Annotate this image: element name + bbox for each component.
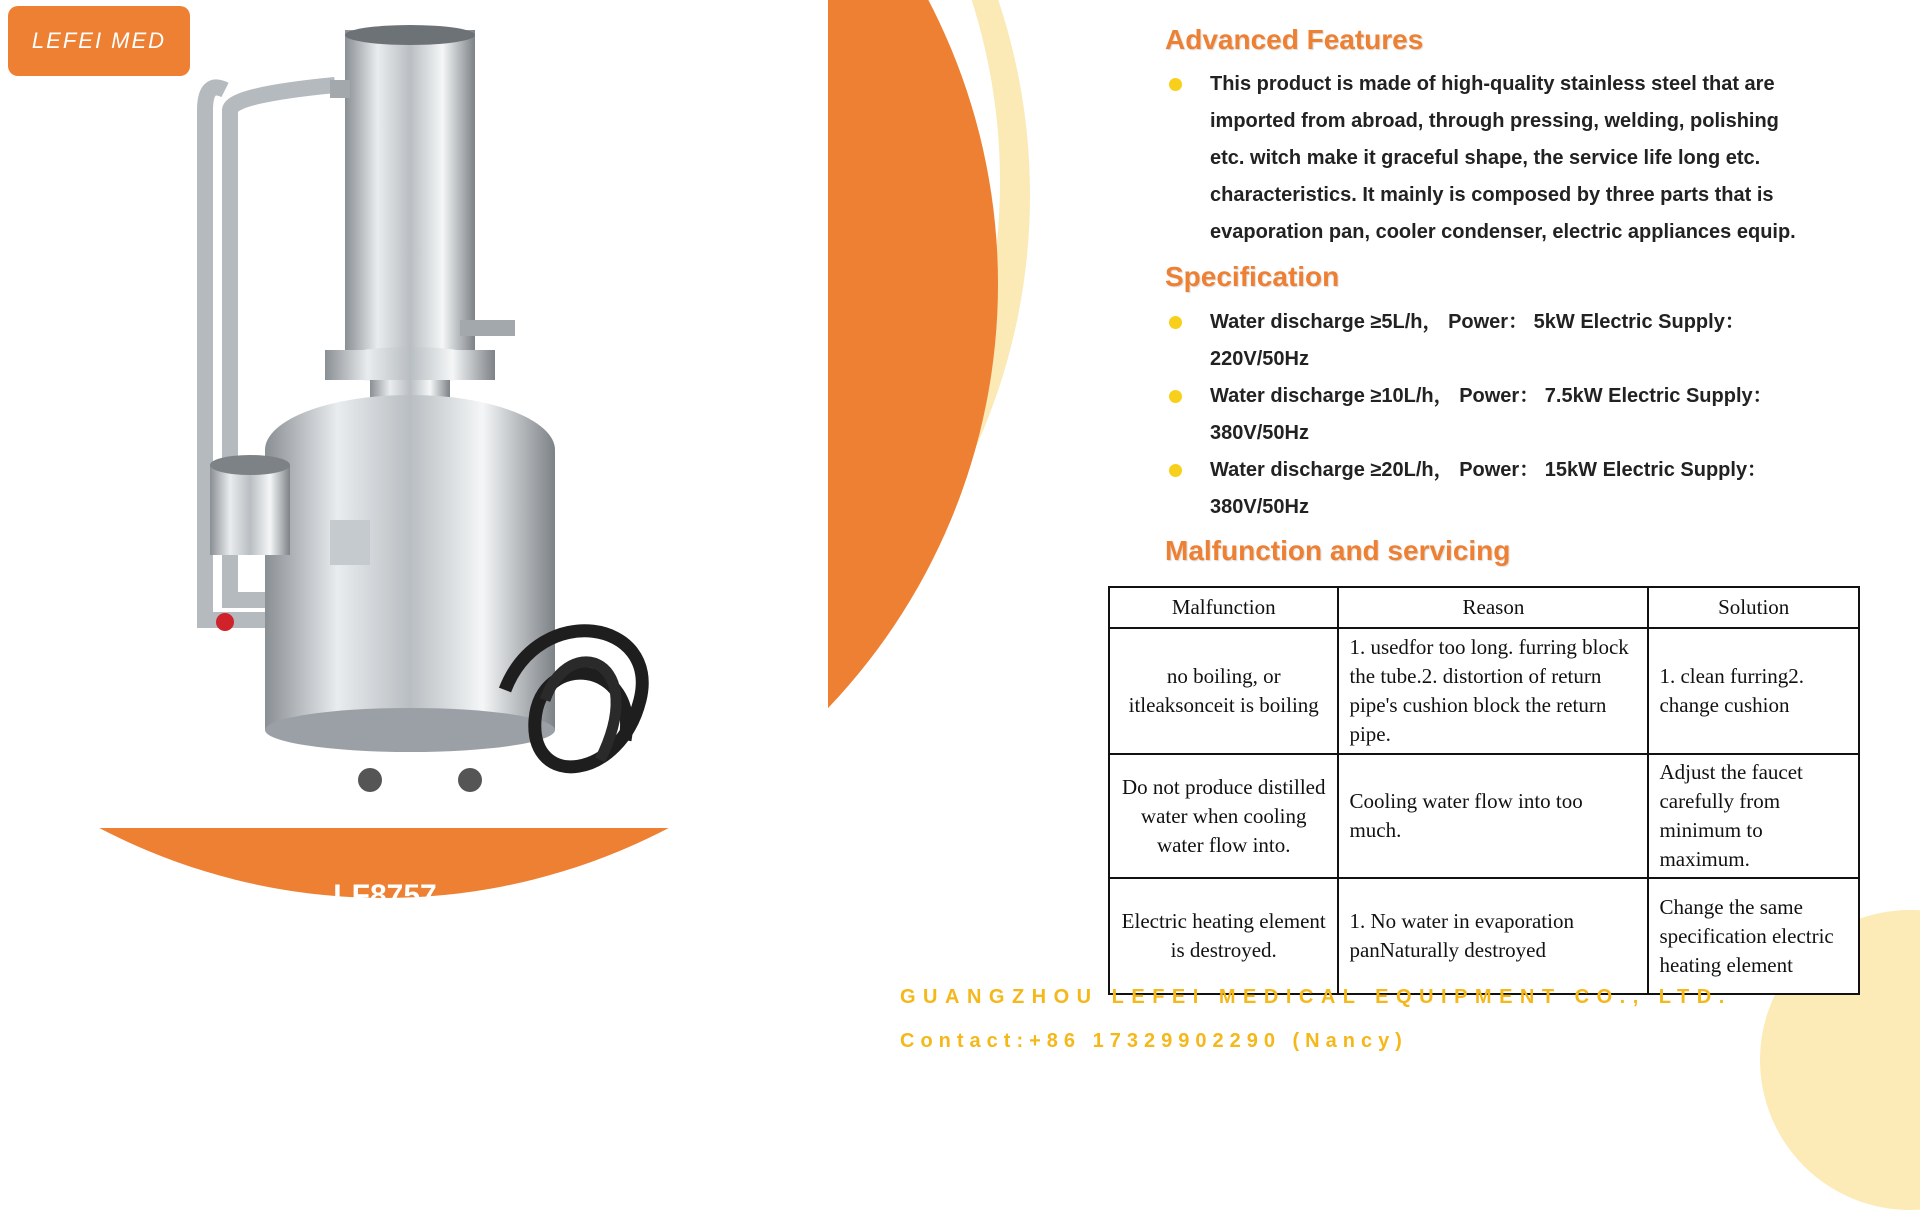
spec-line: Water discharge ≥5L/h， Power： 5kW Electric Supply： [1210, 311, 1745, 333]
spec-line: 220V/50Hz [1210, 348, 1309, 370]
features-title: Advanced Features [1165, 24, 1424, 55]
column-header-solution: Solution [1648, 587, 1859, 628]
column-header-reason: Reason [1338, 587, 1648, 628]
malfunction-table [1108, 586, 1860, 995]
feature-line: This product is made of high-quality stainless steel that are [1210, 73, 1775, 95]
spec-item [1165, 452, 1773, 526]
column-header-malfunction: Malfunction [1109, 587, 1338, 628]
feature-line: imported from abroad, through pressing, welding, polishing [1210, 110, 1779, 132]
solution-cell: Change the same specification electric heating element [1648, 878, 1859, 994]
spec-item [1165, 378, 1773, 452]
malfunction-cell: Electric heating element is destroyed. [1109, 878, 1338, 994]
feature-item [1165, 66, 1796, 251]
product-name: Electric Water Distiller [226, 919, 544, 952]
table-row [1109, 878, 1859, 994]
malfunction-title: Malfunction and servicing [1165, 535, 1511, 566]
malfunction-cell: Do not produce distilled water when cooling water flow into. [1109, 754, 1338, 878]
reason-cell: 1. usedfor too long. furring block the tube.2. distortion of return pipe's cushion block the return pipe. [1338, 628, 1648, 754]
table-header-row [1109, 587, 1859, 628]
product-photo-panel [0, 0, 828, 828]
reason-cell: 1. No water in evaporation panNaturally destroyed [1338, 878, 1648, 994]
features-list [1165, 66, 1796, 251]
feature-line: etc. witch make it graceful shape, the service life long etc. [1210, 147, 1761, 169]
product-title [150, 876, 620, 956]
company-name: GUANGZHOU LEFEI MEDICAL EQUIPMENT CO., LTD. [900, 986, 1732, 1008]
spec-line: 380V/50Hz [1210, 496, 1309, 518]
product-model: LF8757 [333, 879, 437, 912]
water-distiller-illustration [0, 0, 828, 828]
reason-cell: Cooling water flow into too much. [1338, 754, 1648, 878]
spec-line: Water discharge ≥20L/h， Power： 15kW Electric Supply： [1210, 459, 1768, 481]
malfunction-cell: no boiling, or itleaksonceit is boiling [1109, 628, 1338, 754]
table-row [1109, 628, 1859, 754]
table-row [1109, 754, 1859, 878]
solution-cell: Adjust the faucet carefully from minimum to maximum. [1648, 754, 1859, 878]
feature-line: evaporation pan, cooler condenser, electric appliances equip. [1210, 221, 1796, 243]
solution-cell: 1. clean furring2. change cushion [1648, 628, 1859, 754]
feature-line: characteristics. It mainly is composed by three parts that is [1210, 184, 1774, 206]
specification-list [1165, 304, 1773, 526]
spec-line: Water discharge ≥10L/h， Power： 7.5kW Electric Supply： [1210, 385, 1773, 407]
spec-item [1165, 304, 1773, 378]
spec-line: 380V/50Hz [1210, 422, 1309, 444]
brand-logo: LEFEI MED [8, 6, 190, 76]
contact-info: Contact:+86 17329902290 (Nancy) [900, 1030, 1408, 1052]
specification-title: Specification [1165, 261, 1340, 292]
